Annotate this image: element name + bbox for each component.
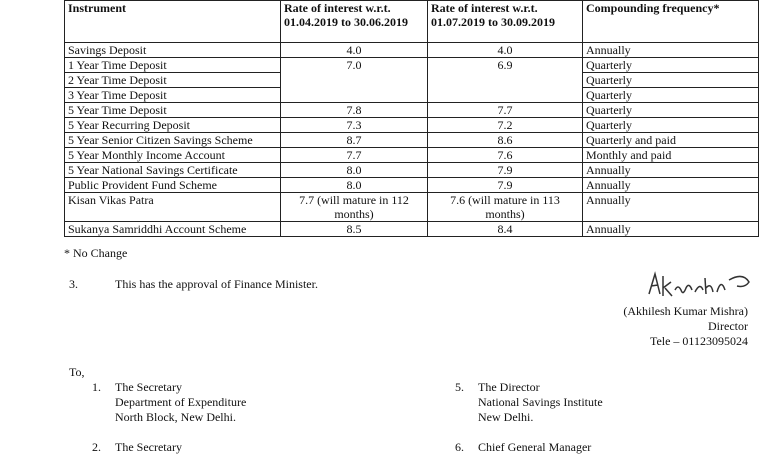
- table-header-row: [65, 1, 759, 43]
- table-row: [65, 222, 759, 237]
- rate-q1: 7.7: [281, 148, 428, 163]
- rate-q1: 8.5: [281, 222, 428, 237]
- signatory-designation: Director: [708, 319, 748, 333]
- instrument-name: 5 Year Monthly Income Account: [65, 148, 281, 163]
- rate-q2: 4.0: [428, 43, 583, 58]
- table-row: [65, 178, 759, 193]
- signatory-name: (Akhilesh Kumar Mishra): [623, 304, 748, 318]
- instrument-name: 3 Year Time Deposit: [65, 88, 281, 103]
- signatory-telephone: Tele – 01123095024: [649, 334, 748, 348]
- signatory-block: [623, 304, 748, 349]
- instrument-name: 5 Year Recurring Deposit: [65, 118, 281, 133]
- paragraph-text: This has the approval of Finance Minister.: [115, 277, 318, 291]
- compounding: Quarterly: [583, 103, 759, 118]
- recipient-address: [478, 380, 603, 425]
- rate-q1: 7.7 (will mature in 112 months): [281, 193, 428, 222]
- rate-q1: 7.3: [281, 118, 428, 133]
- recipient-address: [115, 440, 182, 455]
- rate-q2: 7.6: [428, 148, 583, 163]
- rate-q2: 8.6: [428, 133, 583, 148]
- instrument-name: Kisan Vikas Patra: [65, 193, 281, 222]
- instrument-name: 2 Year Time Deposit: [65, 73, 281, 88]
- address-line: Chief General Manager: [478, 440, 592, 454]
- rate-q1: 7.0: [281, 58, 428, 103]
- signature: [645, 268, 755, 302]
- address-line: The Secretary: [115, 440, 182, 454]
- header-rate-q2: Rate of interest w.r.t. 01.07.2019 to 30.09.2019: [428, 1, 583, 43]
- compounding: Annually: [583, 163, 759, 178]
- table-row: [65, 43, 759, 58]
- address-line: New Delhi.: [478, 410, 534, 424]
- compounding: Quarterly: [583, 88, 759, 103]
- header-rate-q1: Rate of interest w.r.t. 01.04.2019 to 30.06.2019: [281, 1, 428, 43]
- compounding: Quarterly and paid: [583, 133, 759, 148]
- rate-q2: 7.6 (will mature in 113 months): [428, 193, 583, 222]
- instrument-name: Sukanya Samriddhi Account Scheme: [65, 222, 281, 237]
- recipient-number: 5.: [455, 380, 464, 394]
- compounding: Quarterly: [583, 58, 759, 73]
- address-line: The Secretary: [115, 380, 182, 394]
- recipient-address: [115, 380, 246, 425]
- compounding: Monthly and paid: [583, 148, 759, 163]
- table-row: [65, 163, 759, 178]
- recipient-address: [478, 440, 591, 455]
- rate-q2: 8.4: [428, 222, 583, 237]
- instrument-name: Public Provident Fund Scheme: [65, 178, 281, 193]
- address-line: North Block, New Delhi.: [115, 410, 236, 424]
- rate-q2: 7.2: [428, 118, 583, 133]
- footnote: * No Change: [64, 246, 128, 260]
- address-line: The Director: [478, 380, 540, 394]
- compounding: Annually: [583, 43, 759, 58]
- recipient-number: 2.: [92, 440, 101, 454]
- recipient-number: 6.: [455, 440, 464, 454]
- compounding: Annually: [583, 178, 759, 193]
- rate-q2: 7.9: [428, 163, 583, 178]
- rate-q2: 6.9: [428, 58, 583, 103]
- rate-q1: 8.0: [281, 178, 428, 193]
- compounding: Annually: [583, 193, 759, 222]
- interest-rate-table: [64, 0, 759, 237]
- address-line: National Savings Institute: [478, 395, 603, 409]
- table-row: [65, 118, 759, 133]
- instrument-name: 5 Year National Savings Certificate: [65, 163, 281, 178]
- to-label: To,: [69, 365, 85, 379]
- address-line: Department of Expenditure: [115, 395, 247, 409]
- rate-q2: 7.7: [428, 103, 583, 118]
- instrument-name: Savings Deposit: [65, 43, 281, 58]
- rate-q2: 7.9: [428, 178, 583, 193]
- instrument-name: 5 Year Time Deposit: [65, 103, 281, 118]
- paragraph-number: 3.: [69, 277, 78, 291]
- table-row: [65, 58, 759, 73]
- rate-q1: 8.0: [281, 163, 428, 178]
- header-compounding: Compounding frequency*: [583, 1, 759, 43]
- table-row: [65, 103, 759, 118]
- compounding: Quarterly: [583, 118, 759, 133]
- compounding: Quarterly: [583, 73, 759, 88]
- instrument-name: 5 Year Senior Citizen Savings Scheme: [65, 133, 281, 148]
- header-instrument: Instrument: [65, 1, 281, 43]
- table-row: [65, 193, 759, 222]
- rate-q1: 7.8: [281, 103, 428, 118]
- instrument-name: 1 Year Time Deposit: [65, 58, 281, 73]
- compounding: Annually: [583, 222, 759, 237]
- rate-q1: 4.0: [281, 43, 428, 58]
- recipient-number: 1.: [92, 380, 101, 394]
- rate-q1: 8.7: [281, 133, 428, 148]
- table-row: [65, 148, 759, 163]
- table-row: [65, 133, 759, 148]
